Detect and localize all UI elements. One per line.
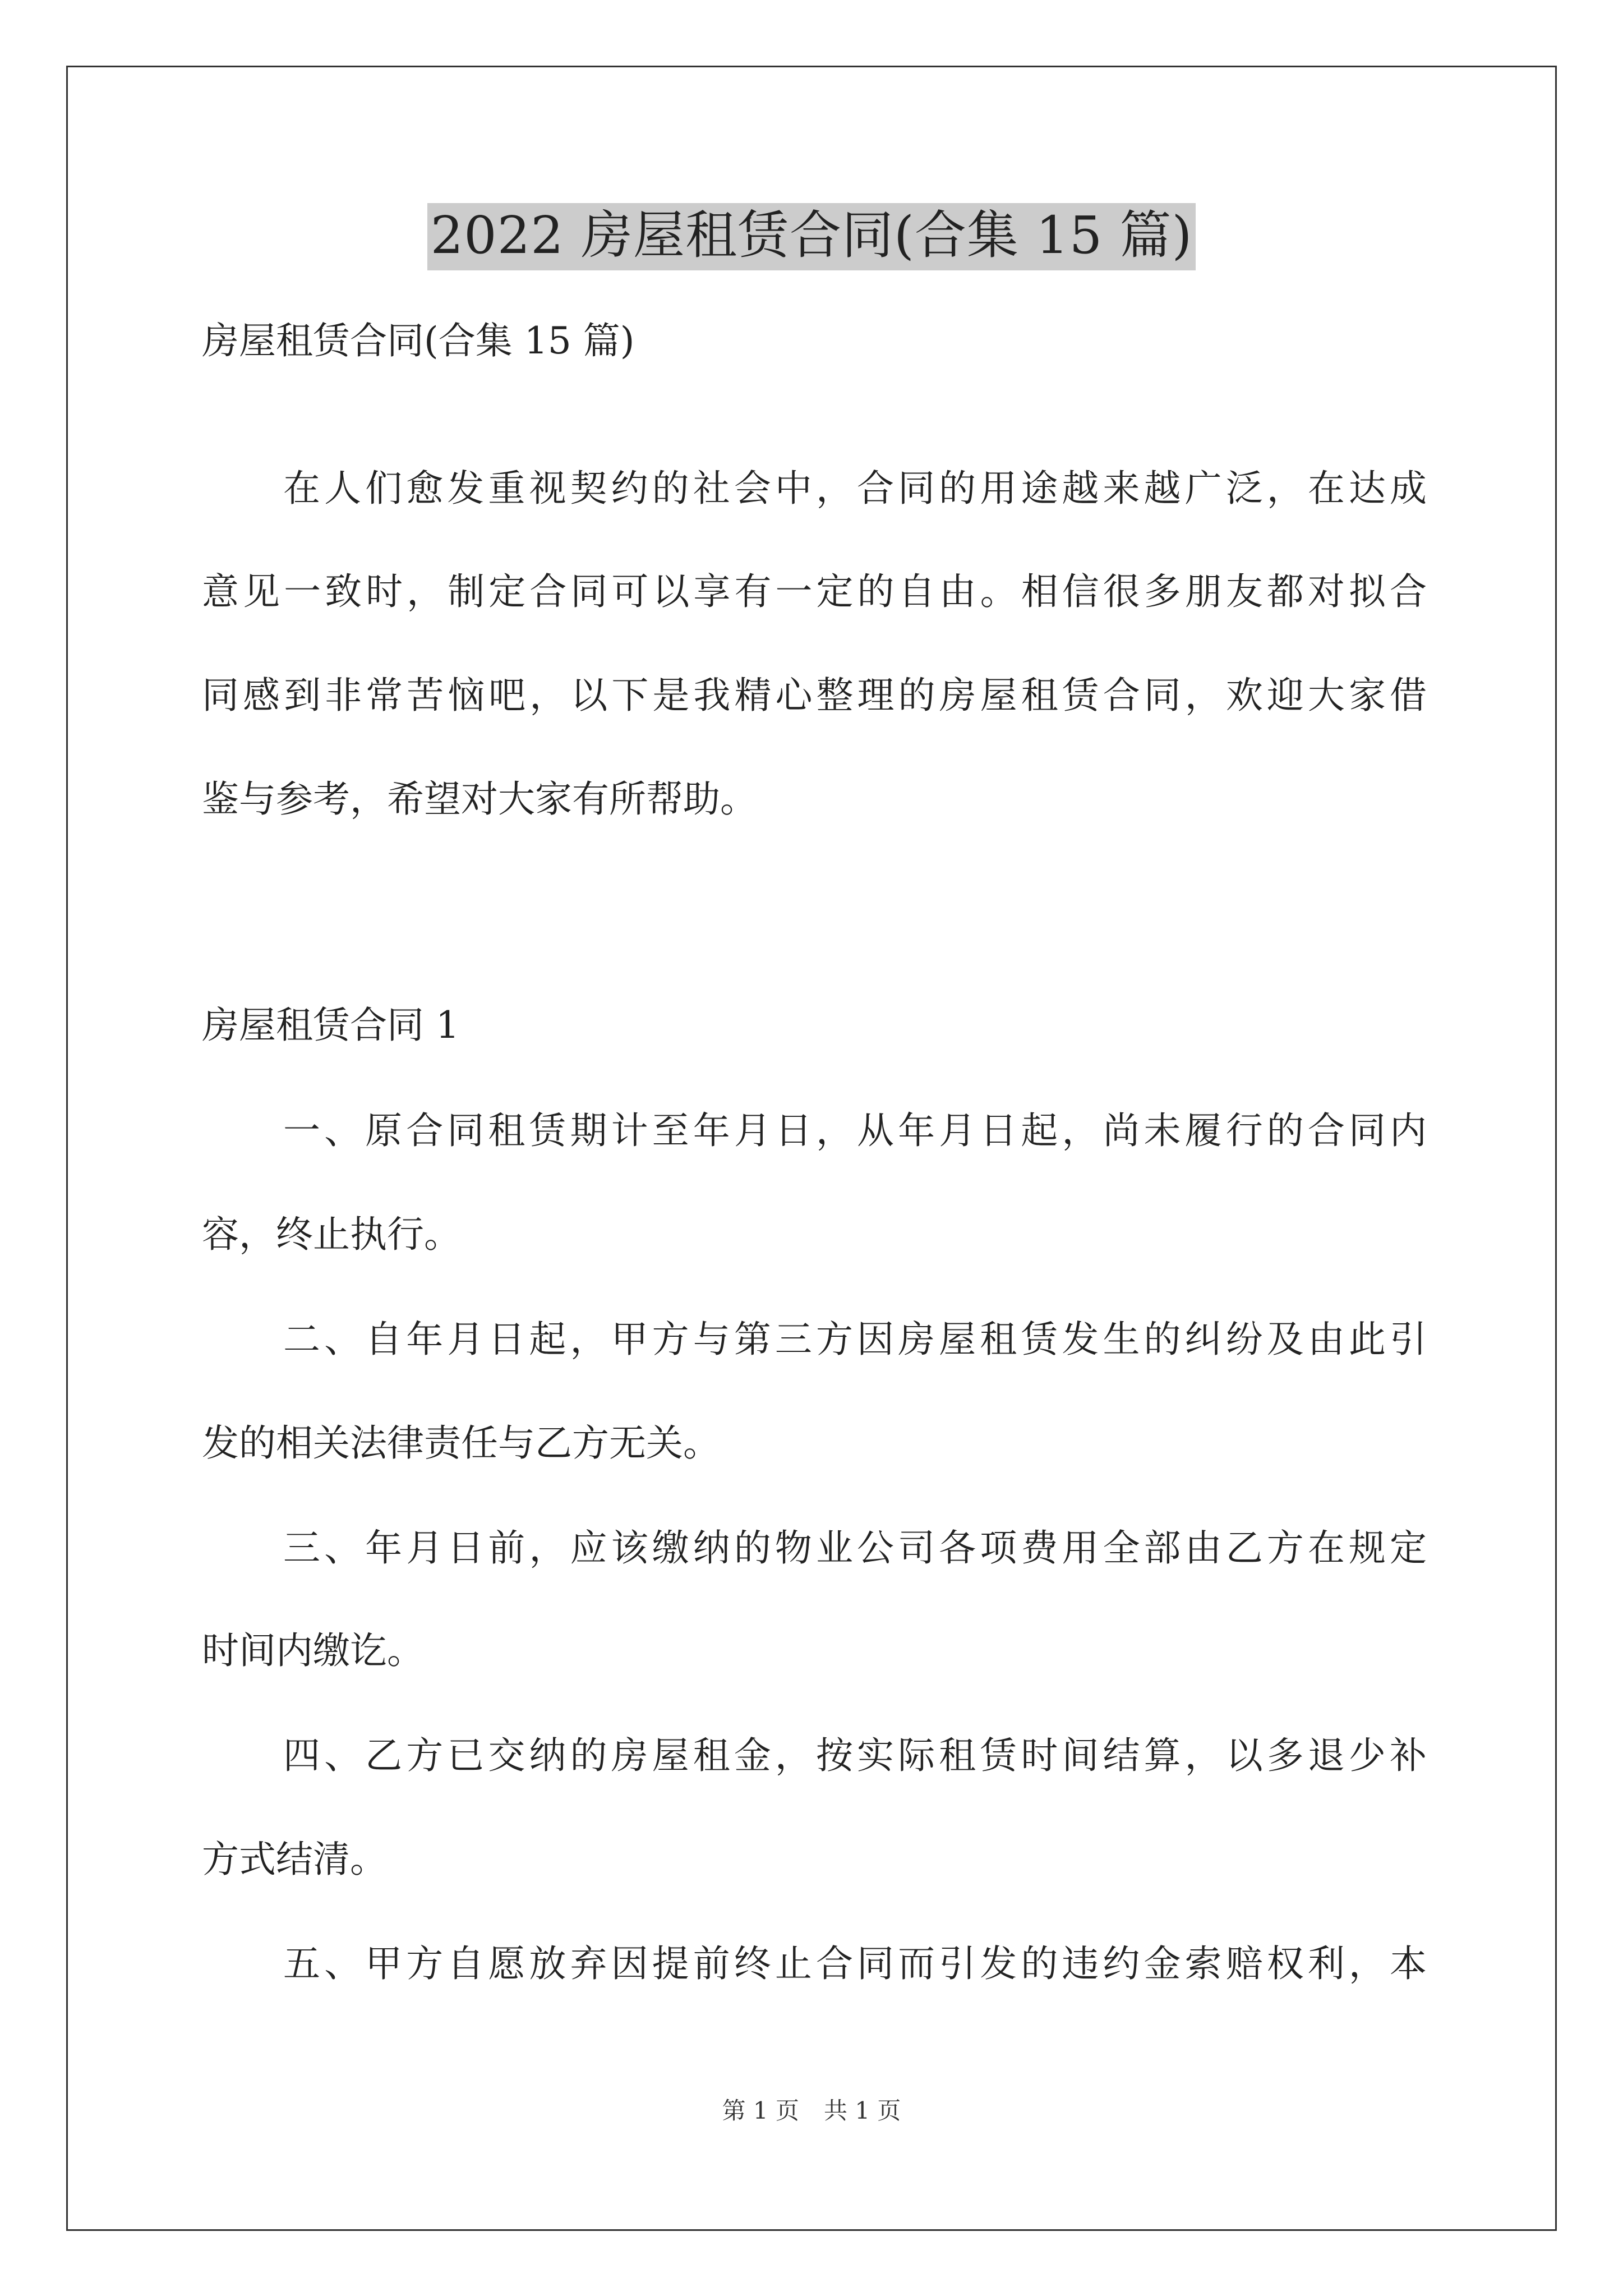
intro-line: 意见一致时，制定合同可以享有一定的自由。相信很多朋友都对拟合 — [202, 570, 1427, 613]
clause-line: 方式结清。 — [202, 1838, 387, 1881]
intro-line: 同感到非常苦恼吧，以下是我精心整理的房屋租赁合同，欢迎大家借 — [202, 674, 1427, 717]
clause-line: 一、原合同租赁期计至年月日，从年月日起，尚未履行的合同内 — [283, 1109, 1427, 1152]
page-footer — [0, 2099, 1623, 2123]
document-title-text: 2022 房屋租赁合同(合集 15 篇) — [427, 203, 1196, 270]
intro-line: 在人们愈发重视契约的社会中，合同的用途越来越广泛，在达成 — [283, 467, 1427, 510]
section-heading: 房屋租赁合同 1 — [202, 1004, 459, 1047]
clause-line: 容，终止执行。 — [202, 1213, 461, 1256]
document-subtitle: 房屋租赁合同(合集 15 篇) — [202, 319, 635, 362]
clause-line: 四、乙方已交纳的房屋租金，按实际租赁时间结算，以多退少补 — [283, 1734, 1427, 1777]
intro-line: 鉴与参考，希望对大家有所帮助。 — [202, 777, 757, 821]
clause-line: 三、年月日前，应该缴纳的物业公司各项费用全部由乙方在规定 — [283, 1526, 1427, 1570]
clause-line: 五、甲方自愿放弃因提前终止合同而引发的违约金索赔权利，本 — [283, 1942, 1427, 1985]
page-total: 共 1 页 — [824, 2097, 901, 2124]
clause-line: 发的相关法律责任与乙方无关。 — [202, 1421, 720, 1465]
clause-line: 二、自年月日起，甲方与第三方因房屋租赁发生的纠纷及由此引 — [283, 1318, 1427, 1361]
page-number: 第 1 页 — [722, 2097, 799, 2124]
document-title — [0, 203, 1623, 270]
clause-line: 时间内缴讫。 — [202, 1629, 424, 1672]
